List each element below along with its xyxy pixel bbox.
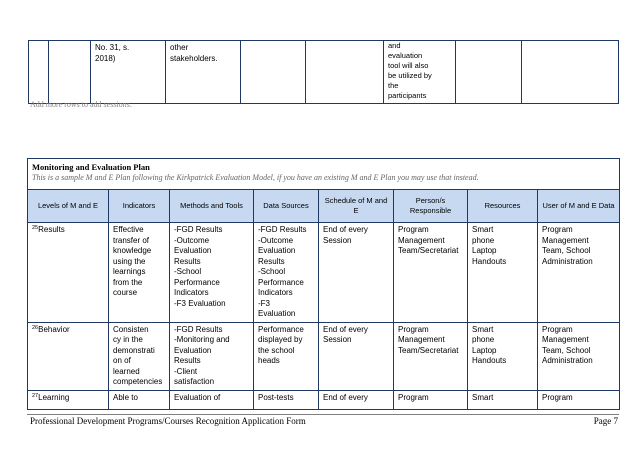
level-label: Behavior [38,324,70,334]
column-header: Schedule of M and E [319,190,394,223]
table-cell: Smart phone Laptop Handouts [468,223,538,323]
footnote-ref: 27 [32,392,39,399]
table-cell: Smart [468,390,538,409]
level-cell [28,322,109,390]
table-cell [49,41,91,104]
table-cell: -FGD Results -Outcome Evaluation Results -School Performance Indicators -F3 Evaluation [254,223,319,323]
column-header: Resources [468,190,538,223]
table-cell [29,41,49,104]
table-cell: Program Management Team/Secretariat [394,223,468,323]
table-cell: Program [538,390,620,409]
table-cell: Post-tests [254,390,319,409]
table-cell: End of every Session [319,223,394,323]
table-cell: -FGD Results -Monitoring and Evaluation Results -Client satisfaction [170,322,254,390]
table-cell: Program Management Team, School Administration [538,322,620,390]
table-cell: Effective transfer of knowledge using the learnings from the course [109,223,170,323]
table-cell [522,41,619,104]
me-plan-title: Monitoring and Evaluation Plan [32,162,150,172]
level-label: Learning [38,392,70,402]
table-cell [241,41,306,104]
page-number: Page 7 [593,416,618,426]
table-cell: -FGD Results -Outcome Evaluation Results -School Performance Indicators -F3 Evaluation [170,223,254,323]
level-cell [28,390,109,409]
table-cell [456,41,522,104]
level-label: Results [38,225,65,234]
table-cell: Program Management Team/Secretariat [394,322,468,390]
footer-title: Professional Development Programs/Courses Recognition Application Form [30,416,306,426]
table-cell [306,41,384,104]
column-header: Person/s Responsible [394,190,468,223]
footer-divider [27,414,619,415]
me-plan-title-cell [28,159,620,190]
header-row [28,190,620,223]
table-row [28,322,620,390]
column-header: Levels of M and E [28,190,109,223]
column-header: Methods and Tools [170,190,254,223]
table-cell: End of every Session [319,322,394,390]
table-cell: Program [394,390,468,409]
table-cell: Smart phone Laptop Handouts [468,322,538,390]
table-cell: and evaluation tool will also be utilized by the participants [384,41,456,104]
table-cell: other stakeholders. [166,41,241,104]
level-cell [28,223,109,323]
table-cell: End of every [319,390,394,409]
page-footer [30,416,618,426]
table-row [29,41,619,104]
footnote-ref: 26 [32,324,39,331]
table-row [28,390,620,409]
table-cell: Able to [109,390,170,409]
me-plan-title-row [28,159,620,190]
add-rows-note: Add more rows to add sessions. [30,100,132,109]
me-plan-subtitle: This is a sample M and E Plan following the Kirkpatrick Evaluation Model, if you have an existing M and E Plan you may use that instead. [32,173,479,182]
table-row [28,223,620,323]
table-cell: Evaluation of [170,390,254,409]
column-header: Indicators [109,190,170,223]
footnote-ref: 25 [32,225,39,231]
table-cell: Performance displayed by the school heads [254,322,319,390]
column-header: Data Sources [254,190,319,223]
column-header: User of M and E Data [538,190,620,223]
table-cell: Consisten cy in the demonstrati on of learned competencies [109,322,170,390]
table-cell: No. 31, s. 2018) [91,41,166,104]
previous-sessions-table [28,40,619,104]
table-cell: Program Management Team, School Administration [538,223,620,323]
me-plan-table [27,158,620,410]
